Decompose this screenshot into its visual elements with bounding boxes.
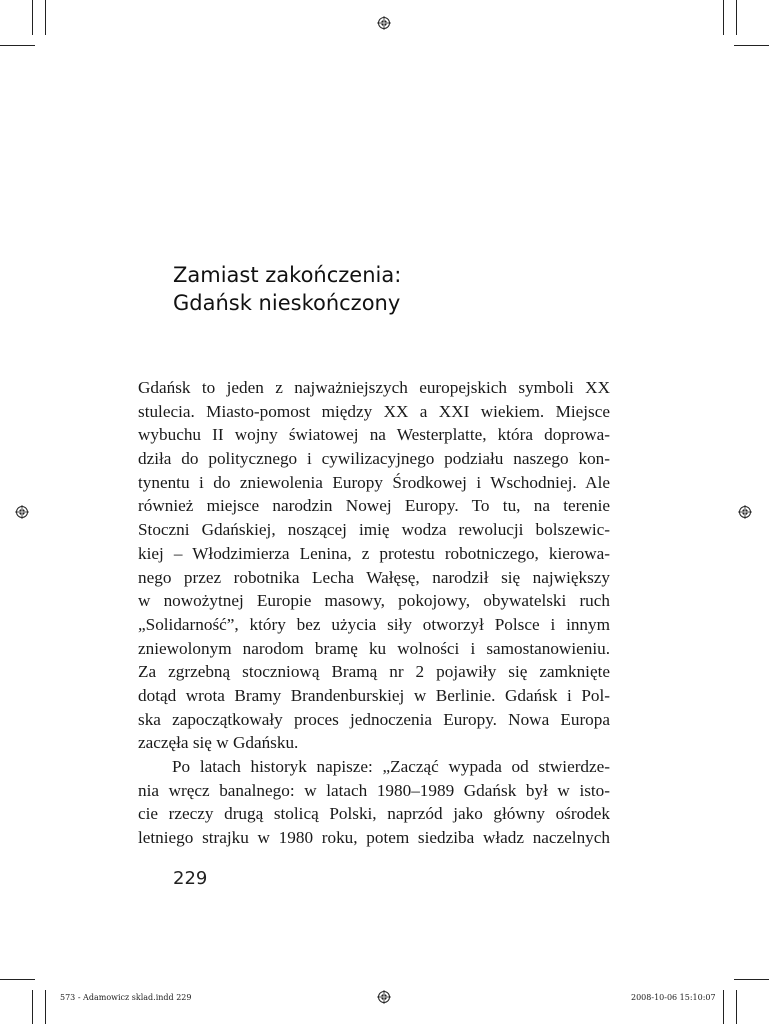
chapter-title-line-2: Gdańsk nieskończony: [173, 291, 401, 315]
text-line: wybuchu II wojny światowej na Westerplatte, która doprowa-: [138, 425, 610, 445]
registration-mark-icon: [15, 505, 29, 519]
text-line: zniewolonym narodom bramę ku wolności i samostanowieniu.: [138, 638, 610, 658]
crop-mark-bottom-left-h: [0, 979, 35, 980]
text-line: Po latach historyk napisze: „Zacząć wypada od stwierdze-: [172, 757, 610, 776]
text-line: tynentu i do zniewolenia Europy Środkowej i Wschodniej. Ale: [138, 472, 610, 492]
text-line: Za zgrzebną stoczniową Bramą nr 2 pojawiły się zamknięte: [138, 662, 610, 682]
text-line: kiej – Włodzimierza Lenina, z protestu robotniczego, kierowa-: [138, 543, 610, 563]
body-text: [138, 376, 610, 850]
text-line: dziła do politycznego i cywilizacyjnego podziału naszego kon-: [138, 449, 610, 469]
crop-mark-bottom-right-v: [723, 990, 724, 1024]
crop-mark-bottom-left-v: [32, 990, 33, 1024]
text-line: nego przez robotnika Lecha Wałęsę, narodził się największy: [138, 567, 610, 587]
text-line: zaczęła się w Gdańsku.: [138, 733, 299, 753]
text-line: cie rzeczy drugą stolicą Polski, naprzód jako główny ośrodek: [138, 804, 610, 824]
crop-mark-bottom-right-h: [734, 979, 769, 980]
text-line: stulecia. Miasto-pomost między XX a XXI wiekiem. Miejsce: [138, 401, 610, 421]
text-line: ska zapoczątkowały proces jednoczenia Europy. Nowa Europa: [138, 709, 610, 729]
text-line: Stoczni Gdańskiej, noszącej imię wodza rewolucji bolszewic-: [138, 520, 610, 540]
text-line: nia wręcz banalnego: w latach 1980–1989 Gdańsk był w isto-: [138, 780, 610, 800]
registration-mark-icon: [738, 505, 752, 519]
text-line: w nowożytnej Europie masowy, pokojowy, obywatelski ruch: [138, 591, 610, 611]
text-line: „Solidarność”, który bez użycia siły otworzył Polsce i innym: [138, 614, 610, 634]
crop-mark-top-right-v2: [736, 0, 737, 35]
chapter-title-line-1: Zamiast zakończenia:: [173, 263, 402, 287]
registration-mark-icon: [377, 16, 391, 30]
page-number: 229: [173, 868, 208, 889]
text-line: dotąd wrota Bramy Brandenburskiej w Berlinie. Gdańsk i Pol-: [138, 685, 610, 705]
text-line: letniego strajku w 1980 roku, potem siedziba władz naczelnych: [138, 828, 610, 848]
text-line: Gdańsk to jeden z najważniejszych europejskich symboli XX: [138, 378, 610, 397]
crop-mark-top-right-h: [734, 45, 769, 46]
registration-mark-icon: [377, 990, 391, 1004]
crop-mark-top-left-h: [0, 45, 35, 46]
chapter-title: [173, 261, 593, 317]
text-line: również miejsce narodzin Nowej Europy. To tu, na terenie: [138, 496, 610, 516]
slug-file: 573 - Adamowicz sklad.indd 229: [60, 993, 192, 1002]
crop-mark-top-left-v2: [45, 0, 46, 35]
crop-mark-top-left-v: [32, 0, 33, 35]
slug-timestamp: 2008-10-06 15:10:07: [631, 993, 716, 1002]
crop-mark-bottom-right-v2: [736, 990, 737, 1024]
crop-mark-bottom-left-v2: [45, 990, 46, 1024]
crop-mark-top-right-v: [723, 0, 724, 35]
